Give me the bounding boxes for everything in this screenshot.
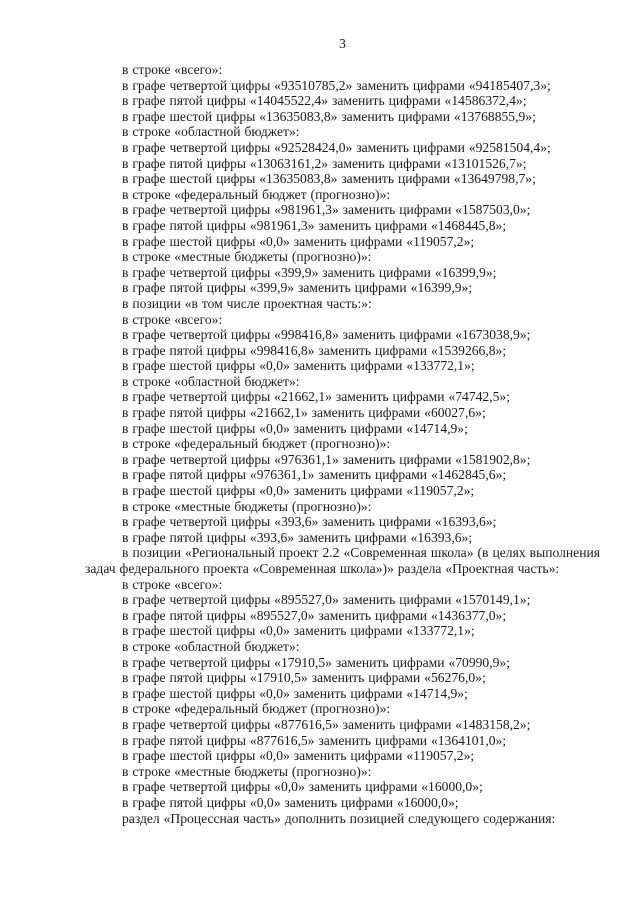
paragraph: в графе четвертой цифры «0,0» заменить цифрами «16000,0»; — [122, 779, 483, 795]
paragraph: в графе пятой цифры «998416,8» заменить цифрами «1539266,8»; — [122, 342, 507, 358]
paragraph: в графе четвертой цифры «976361,1» заменить цифрами «1581902,8»; — [122, 451, 531, 467]
paragraph: в графе пятой цифры «0,0» заменить цифрами «16000,0»; — [122, 794, 459, 810]
paragraph: в графе пятой цифры «21662,1» заменить цифрами «60027,6»; — [122, 405, 486, 421]
paragraph: в графе шестой цифры «0,0» заменить цифрами «14714,9»; — [122, 420, 468, 436]
paragraph: в строке «местные бюджеты (прогнозно)»: — [122, 249, 372, 265]
paragraph: в графе четвертой цифры «17910,5» заменить цифрами «70990,9»; — [122, 654, 510, 670]
paragraph: в графе шестой цифры «13635083,8» заменить цифрами «13649798,7»; — [122, 171, 536, 187]
paragraph: в строке «областной бюджет»: — [122, 638, 300, 654]
paragraph: в строке «областной бюджет»: — [122, 373, 300, 389]
paragraph: в графе шестой цифры «13635083,8» заменить цифрами «13768855,9»; — [122, 108, 536, 124]
paragraph: в графе пятой цифры «877616,5» заменить цифрами «1364101,0»; — [122, 732, 507, 748]
paragraph: в графе четвертой цифры «877616,5» заменить цифрами «1483158,2»; — [122, 716, 531, 732]
paragraph: в графе пятой цифры «399,9» заменить цифрами «16399,9»; — [122, 280, 473, 296]
paragraph: в графе пятой цифры «13063161,2» заменить цифрами «13101526,7»; — [122, 155, 527, 171]
paragraph: в графе четвертой цифры «998416,8» заменить цифрами «1673038,9»; — [122, 327, 531, 343]
paragraph: в графе четвертой цифры «92528424,0» заменить цифрами «92581504,4»; — [122, 139, 551, 155]
paragraph: в позиции «Региональный проект 2.2 «Современная школа» (в целях выполнения задач федерального проекта «Современная школа»)» раздела «Проектная часть»: — [85, 545, 600, 576]
paragraph: в графе пятой цифры «393,6» заменить цифрами «16393,6»; — [122, 529, 473, 545]
paragraph: в позиции «в том числе проектная часть:»: — [122, 295, 372, 311]
paragraph: в графе четвертой цифры «21662,1» заменить цифрами «74742,5»; — [122, 389, 510, 405]
paragraph: в графе шестой цифры «0,0» заменить цифрами «14714,9»; — [122, 685, 468, 701]
paragraph: в графе пятой цифры «976361,1» заменить цифрами «1462845,6»; — [122, 467, 507, 483]
paragraph: в графе четвертой цифры «393,6» заменить цифрами «16393,6»; — [122, 514, 497, 530]
paragraph: в строке «всего»: — [122, 576, 223, 592]
page-number: 3 — [339, 36, 346, 51]
paragraph: в графе пятой цифры «14045522,4» заменить цифрами «14586372,4»; — [122, 93, 527, 109]
paragraph: в графе пятой цифры «895527,0» заменить цифрами «1436377,0»; — [122, 607, 507, 623]
document-body — [85, 62, 600, 826]
paragraph: в строке «областной бюджет»: — [122, 124, 300, 140]
paragraph: в строке «федеральный бюджет (прогнозно)»: — [122, 701, 391, 717]
paragraph: в строке «местные бюджеты (прогнозно)»: — [122, 498, 372, 514]
paragraph: в строке «всего»: — [122, 62, 223, 77]
paragraph: в графе четвертой цифры «93510785,2» заменить цифрами «94185407,3»; — [122, 77, 551, 93]
paragraph: раздел «Процессная часть» дополнить позицией следующего содержания: — [122, 810, 556, 826]
paragraph: в графе шестой цифры «0,0» заменить цифрами «133772,1»; — [122, 358, 475, 374]
paragraph: в графе шестой цифры «0,0» заменить цифрами «119057,2»; — [122, 233, 475, 249]
paragraph: в графе четвертой цифры «895527,0» заменить цифрами «1570149,1»; — [122, 592, 531, 608]
paragraph: в строке «местные бюджеты (прогнозно)»: — [122, 763, 372, 779]
paragraph: в графе шестой цифры «0,0» заменить цифрами «133772,1»; — [122, 623, 475, 639]
paragraph: в графе шестой цифры «0,0» заменить цифрами «119057,2»; — [122, 483, 475, 499]
paragraph: в строке «федеральный бюджет (прогнозно)»: — [122, 436, 391, 452]
paragraph: в графе четвертой цифры «981961,3» заменить цифрами «1587503,0»; — [122, 202, 531, 218]
paragraph: в графе пятой цифры «981961,3» заменить цифрами «1468445,8»; — [122, 217, 507, 233]
paragraph: в строке «всего»: — [122, 311, 223, 327]
paragraph: в графе пятой цифры «17910,5» заменить цифрами «56276,0»; — [122, 670, 486, 686]
paragraph: в графе шестой цифры «0,0» заменить цифрами «119057,2»; — [122, 748, 475, 764]
paragraph: в графе четвертой цифры «399,9» заменить цифрами «16399,9»; — [122, 264, 497, 280]
paragraph: в строке «федеральный бюджет (прогнозно)»: — [122, 186, 391, 202]
